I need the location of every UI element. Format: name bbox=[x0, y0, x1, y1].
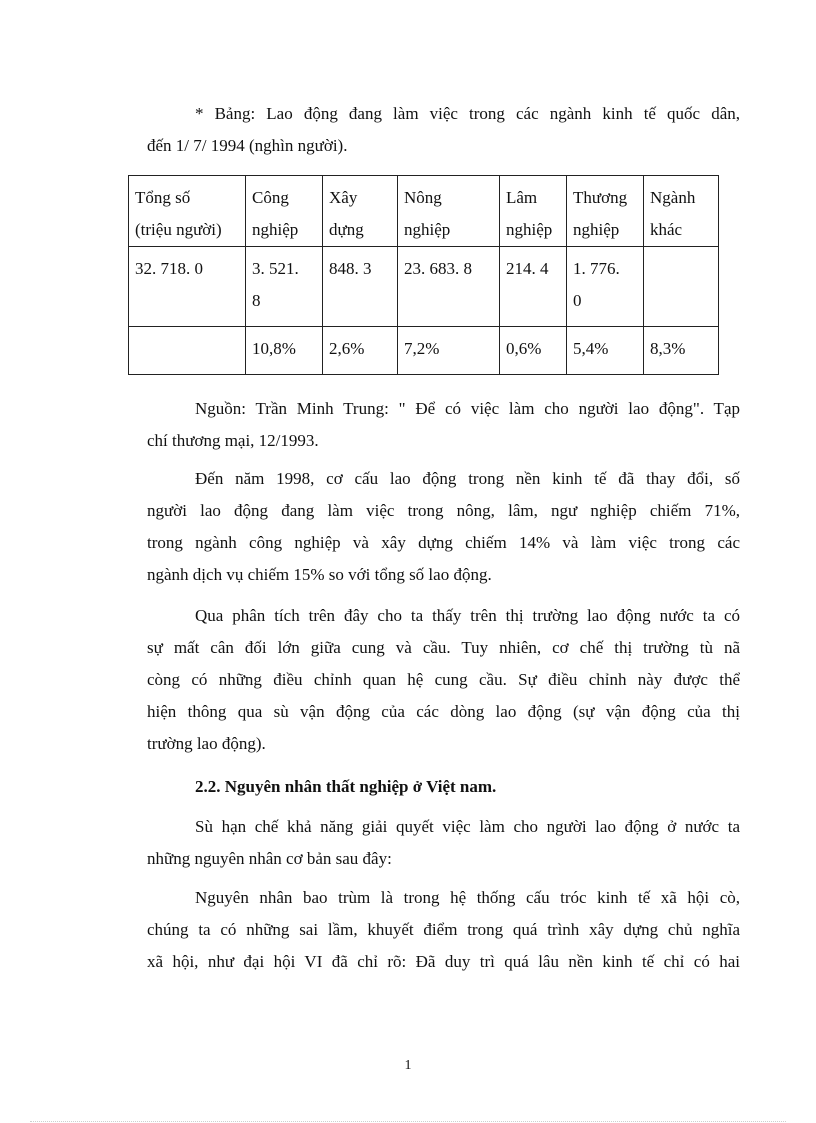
source-line-1: Nguồn: Trần Minh Trung: " Để có việc làm cho người lao động". Tạp bbox=[195, 399, 740, 418]
table-cell: 7,2% bbox=[398, 327, 500, 375]
paragraph-1: Đến năm 1998, cơ cấu lao động trong nền kinh tế đã thay đổi, số người lao động đang làm việc trong nông, lâm, ngư nghiệp chiếm 71%, trong ngành công nghiệp và xây dựng chiếm 14% và làm việc trong các ngành dịch vụ chiếm 15% so với tổng số lao động. bbox=[147, 469, 740, 584]
table-row bbox=[129, 247, 719, 327]
caption-line-2: đến 1/ 7/ 1994 (nghìn người). bbox=[147, 136, 348, 155]
caption-line-1: * Bảng: Lao động đang làm việc trong các ngành kinh tế quốc dân, bbox=[195, 104, 740, 123]
header-cell-total: Tổng số (triệu người) bbox=[129, 176, 246, 247]
table-cell: 3. 521. 8 bbox=[246, 247, 323, 327]
header-cell-trade: Thương nghiệp bbox=[567, 176, 644, 247]
table-cell bbox=[644, 247, 719, 327]
section-heading: 2.2. Nguyên nhân thất nghiệp ở Việt nam. bbox=[195, 777, 497, 796]
table-cell: 23. 683. 8 bbox=[398, 247, 500, 327]
paragraph-2: Qua phân tích trên đây cho ta thấy trên thị trường lao động nước ta có sự mất cân đối lớn giữa cung và cầu. Tuy nhiên, cơ chế thị trường tù nã còng có những điều chỉnh quan hệ cung cầu. Sự điều chỉnh này được thể hiện thông qua sù vận động của các dòng lao động (sự vận động của thị trường lao động). bbox=[147, 606, 740, 753]
table-cell: 848. 3 bbox=[323, 247, 398, 327]
table-cell bbox=[129, 327, 246, 375]
source-line-2: chí thương mại, 12/1993. bbox=[147, 431, 319, 450]
table-cell: 1. 776. 0 bbox=[567, 247, 644, 327]
paragraph-4: Nguyên nhân bao trùm là trong hệ thống cấu tróc kinh tế xã hội cò, chúng ta có những sai lầm, khuyết điểm trong quá trình xây dựng chủ nghĩa xã hội, như đại hội VI đã chỉ rõ: Đã duy trì quá lâu nền kinh tế chỉ có hai bbox=[147, 888, 740, 971]
page-number: 1 bbox=[404, 1058, 412, 1073]
table-caption bbox=[147, 98, 740, 162]
table-cell: 8,3% bbox=[644, 327, 719, 375]
header-cell-agriculture: Nông nghiệp bbox=[398, 176, 500, 247]
header-cell-forestry: Lâm nghiệp bbox=[500, 176, 567, 247]
table-cell: 214. 4 bbox=[500, 247, 567, 327]
header-cell-construction: Xây dựng bbox=[323, 176, 398, 247]
table-cell: 5,4% bbox=[567, 327, 644, 375]
table-header-row bbox=[129, 176, 719, 247]
page-bottom-divider bbox=[30, 1121, 786, 1122]
source-note bbox=[147, 393, 740, 457]
table-cell: 32. 718. 0 bbox=[129, 247, 246, 327]
header-cell-other: Ngành khác bbox=[644, 176, 719, 247]
header-cell-industry: Công nghiệp bbox=[246, 176, 323, 247]
table-row bbox=[129, 327, 719, 375]
table-cell: 0,6% bbox=[500, 327, 567, 375]
labor-table bbox=[128, 175, 719, 375]
paragraph-3: Sù hạn chế khả năng giải quyết việc làm cho người lao động ở nước ta những nguyên nhân cơ bản sau đây: bbox=[147, 817, 740, 868]
table-cell: 10,8% bbox=[246, 327, 323, 375]
table-cell: 2,6% bbox=[323, 327, 398, 375]
